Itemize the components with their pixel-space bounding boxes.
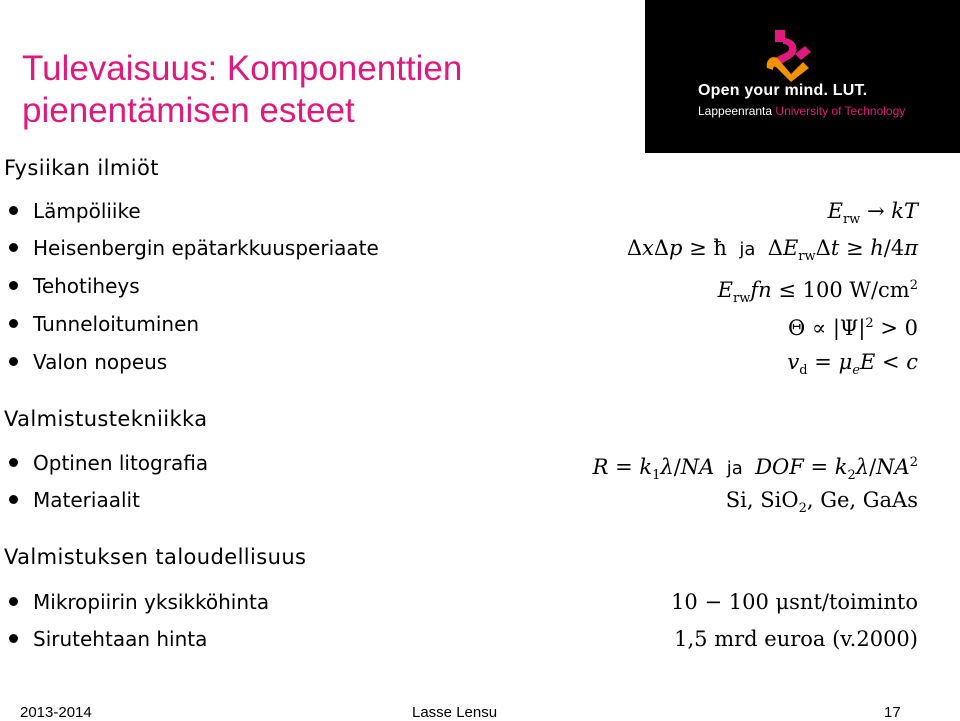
item-formula: $E_{rw}fn \le 100$ $W/cm^2$ [717, 278, 918, 307]
lut-emblem-icon [757, 24, 817, 84]
item-label: Mikropiirin yksikköhinta [33, 590, 270, 614]
section-heading-economics: Valmistuksen taloudellisuus [4, 545, 307, 569]
item-formula: $\Theta \propto |\Psi|^2 > 0$ [788, 316, 918, 340]
item-formula: ΔxΔp ≥ ħ ja $\Delta E_{rw}\Delta t \ge h/4\pi$ [626, 236, 918, 265]
bullet-icon [9, 319, 18, 328]
section-heading-physics: Fysiikan ilmiöt [4, 156, 159, 180]
bullet-icon [9, 634, 18, 643]
item-label: Optinen litografia [33, 451, 209, 475]
list-item [0, 271, 960, 307]
bullet-icon [9, 243, 18, 252]
logo-tagline: Open your mind. LUT. [698, 82, 868, 99]
item-formula: $E_{rw}$ → kT [827, 199, 918, 228]
item-label: Valon nopeus [33, 350, 168, 374]
item-formula: 1,5 mrd euroa (v.2000) [674, 627, 918, 651]
slide-title: Tulevaisuus: Komponenttien pienentämisen esteet [22, 49, 463, 130]
item-label: Tehotiheys [33, 274, 140, 298]
item-label: Sirutehtaan hinta [33, 627, 208, 651]
logo-university [698, 104, 905, 118]
bullet-icon [9, 458, 18, 467]
footer-year: 2013-2014 [20, 704, 92, 721]
bullet-icon [9, 495, 18, 504]
bullet-icon [9, 597, 18, 606]
item-formula: $R = k_1\lambda/NA$ ja DOF = $k_2\lambda/NA^2$ [592, 455, 918, 484]
item-formula: $v_d = \mu_eE < c$ [787, 350, 918, 379]
section-heading-manufacturing: Valmistustekniikka [4, 407, 208, 431]
item-label: Lämpöliike [33, 199, 141, 223]
list-item [0, 485, 960, 515]
item-formula: Si, SiO$_2$, Ge, GaAs [725, 488, 918, 517]
list-item [0, 196, 960, 226]
list-item [0, 233, 960, 263]
item-formula: 10 − 100 μsnt/toiminto [671, 590, 918, 614]
bullet-icon [9, 206, 18, 215]
list-item [0, 347, 960, 377]
footer-author: Lasse Lensu [412, 704, 498, 721]
item-label: Heisenbergin epätarkkuusperiaate [33, 236, 379, 260]
list-item [0, 587, 960, 617]
bullet-icon [9, 357, 18, 366]
lut-logo [645, 0, 960, 153]
footer-page-number: 17 [884, 704, 901, 721]
list-item [0, 624, 960, 654]
item-label: Materiaalit [33, 488, 140, 512]
logo-university-name: University of Technology [775, 104, 906, 118]
list-item [0, 448, 960, 484]
list-item [0, 309, 960, 339]
logo-university-city: Lappeenranta [698, 104, 776, 118]
item-label: Tunneloituminen [33, 312, 200, 336]
bullet-icon [9, 281, 18, 290]
